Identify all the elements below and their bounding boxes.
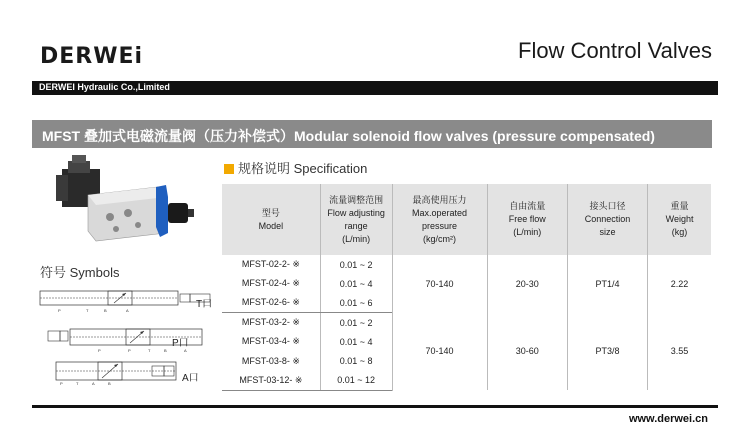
cell-range: 0.01 ~ 4 (320, 274, 392, 293)
header-model: 型号 Model (222, 184, 320, 255)
blue-end-plate (156, 185, 168, 237)
cell-pressure: 70-140 (392, 255, 487, 313)
cell-range: 0.01 ~ 2 (320, 313, 392, 332)
cell-model: MFST-02-6- ※ (222, 294, 320, 313)
table-row (222, 255, 711, 274)
cell-model: MFST-03-2- ※ (241, 317, 300, 328)
header-range: 流量调整范围 Flow adjusting range (L/min) (320, 184, 392, 255)
symbol-port-label: P (58, 308, 61, 313)
cell-model: MFST-03-8- ※ (241, 355, 300, 366)
cell-pressure: 70-140 (392, 313, 487, 390)
cell-connection: PT3/8 (567, 313, 647, 390)
header-weight: 重量 Weight (kg) (648, 184, 711, 255)
header-connection: 接头口径 Connection size (567, 184, 647, 255)
company-bar (32, 81, 718, 95)
cell-weight: 3.55 (648, 313, 711, 390)
hydraulic-symbol-p-port (38, 327, 228, 353)
cell-range: 0.01 ~ 8 (320, 351, 392, 370)
symbol-suffix-p: P口 (172, 338, 189, 349)
section-title-bar (32, 120, 712, 148)
spec-heading (224, 158, 367, 177)
cell-model: MFST-03-12- ※ (222, 371, 320, 390)
symbols-label: 符号 Symbols (40, 265, 120, 280)
cell-model: MFST-02-2- ※ (241, 259, 300, 270)
cell-connection: PT1/4 (567, 255, 647, 313)
cell-weight: 2.22 (648, 255, 711, 313)
brand-logo (40, 44, 190, 69)
spec-heading-text: 规格说明 Specification (238, 161, 368, 176)
hydraulic-symbol-a-port (38, 360, 228, 386)
cell-free-flow: 30-60 (487, 313, 567, 390)
cell-range: 0.01 ~ 12 (320, 371, 392, 390)
symbol-port-label: A (184, 348, 187, 353)
section-title: MFST 叠加式电磁流量阀（压力补偿式）Modular solenoid flow valves (pressure compensated) (42, 128, 655, 144)
symbol-suffix-a: A口 (182, 373, 199, 384)
footer-divider (32, 405, 718, 408)
cell-model: MFST-03-4- ※ (241, 336, 300, 347)
symbol-suffix-t: T口 (196, 299, 213, 310)
cell-free-flow: 20-30 (487, 255, 567, 313)
symbol-port-label: P (98, 348, 101, 353)
orange-square-icon (224, 164, 234, 174)
symbol-port-label: T (148, 348, 151, 353)
symbol-port-label: B (108, 381, 111, 386)
symbol-port-label: P (60, 381, 63, 386)
product-image (38, 155, 198, 250)
symbol-port-label: B (104, 308, 107, 313)
logo-text: DERWEi (40, 44, 144, 69)
document-title: Flow Control Valves (518, 38, 712, 63)
cell-range: 0.01 ~ 6 (320, 294, 392, 313)
cell-model: MFST-02-4- ※ (241, 278, 300, 289)
company-name: DERWEI Hydraulic Co.,Limited (39, 82, 170, 92)
symbol-port-label: A (92, 381, 95, 386)
adjust-knob (168, 203, 188, 223)
symbol-port-label: P (128, 348, 131, 353)
header-free-flow: 自由流量 Free flow (L/min) (487, 184, 567, 255)
table-row (222, 313, 711, 332)
cell-range: 0.01 ~ 4 (320, 332, 392, 351)
table-header-row (222, 184, 711, 255)
symbol-port-label: T (86, 308, 89, 313)
symbol-port-label: B (164, 348, 167, 353)
website-url[interactable]: www.derwei.cn (628, 413, 708, 425)
cell-range: 0.01 ~ 2 (320, 255, 392, 274)
symbol-port-label: A (126, 308, 129, 313)
header-pressure: 最高使用压力 Max.operated pressure (kg/cm²) (392, 184, 487, 255)
spec-table (222, 184, 711, 391)
symbol-port-label: T (76, 381, 79, 386)
